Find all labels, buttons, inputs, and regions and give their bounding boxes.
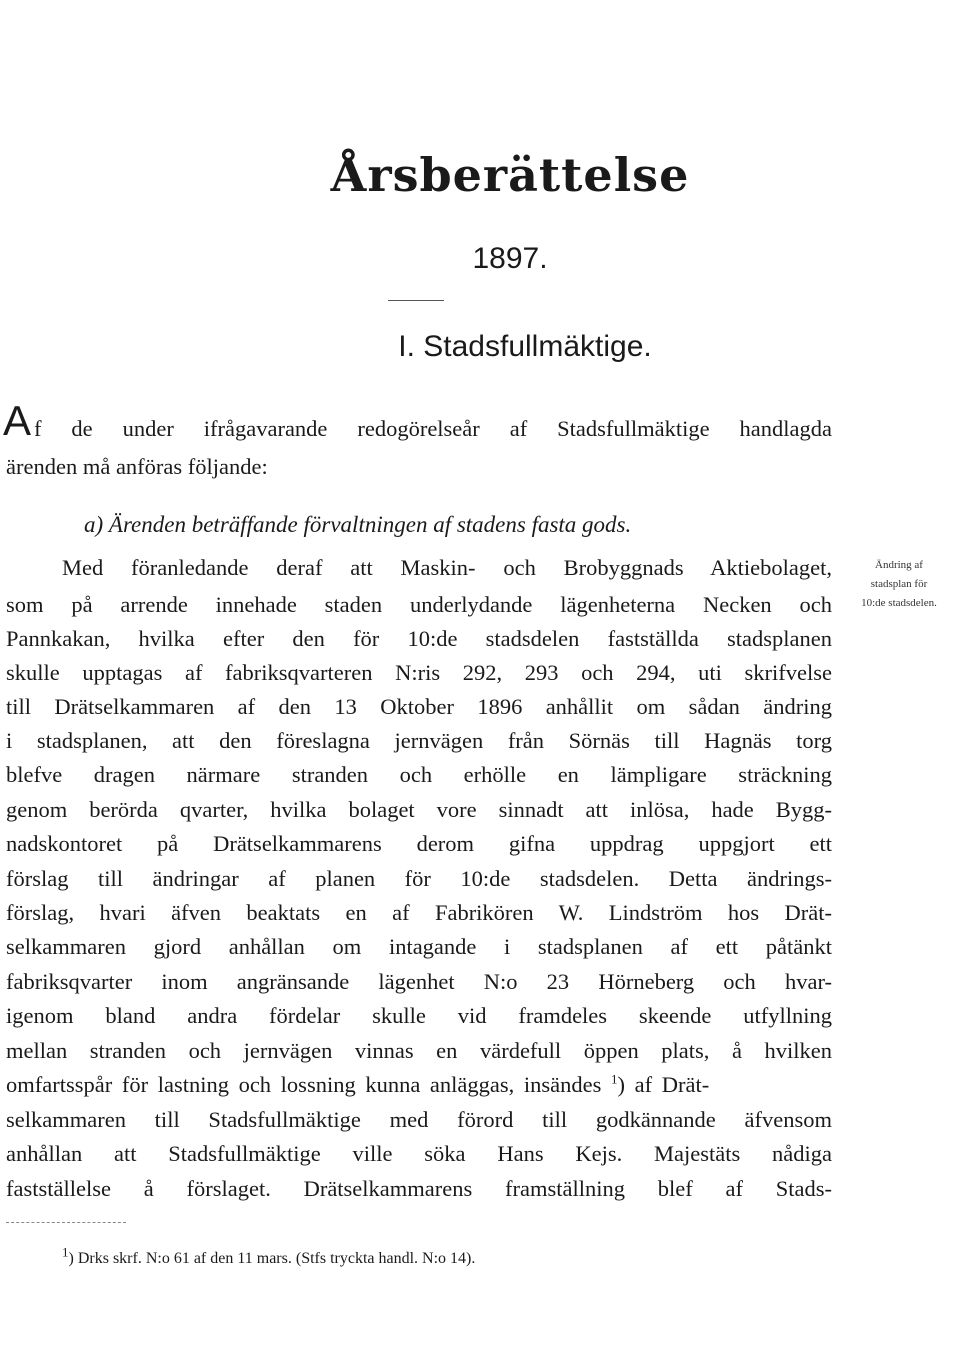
- footnote-text: ) Drks skrf. N:o 61 af den 11 mars. (Stfs tryckta handl. N:o 14).: [68, 1250, 476, 1267]
- section-heading: I. Stadsfullmäktige.: [398, 330, 652, 363]
- body-line: blefve dragen närmare stranden och erhölle en lämpligare sträckning: [6, 762, 832, 787]
- body-line-text: omfartsspår för lastning och lossning kunna anläggas, insändes: [6, 1072, 602, 1097]
- body-line: Med föranledande deraf att Maskin- och Brobyggnads Aktiebolaget,: [62, 555, 832, 580]
- report-year: 1897.: [472, 242, 548, 275]
- body-line: igenom bland andra fördelar skulle vid framdeles skeende utfyllning: [6, 1003, 832, 1028]
- body-line: nadskontoret på Drätselkammarens derom gifna uppdrag uppgjort ett: [6, 831, 832, 856]
- body-line: mellan stranden och jernvägen vinnas en värdefull öppen plats, å hvilken: [6, 1038, 832, 1063]
- body-line: till Drätselkammaren af den 13 Oktober 1896 anhållit om sådan ändring: [6, 694, 832, 719]
- body-line: anhållan att Stadsfullmäktige ville söka Hans Kejs. Majestäts nådiga: [6, 1141, 832, 1166]
- margin-note-line-1: Ändring af: [875, 559, 923, 571]
- footnote-ref: 1: [611, 1071, 618, 1087]
- body-line: Pannkakan, hvilka efter den för 10:de stadsdelen fastställda stadsplanen: [6, 626, 832, 651]
- body-line: selkammaren till Stadsfullmäktige med förord till godkännande äfvensom: [6, 1107, 832, 1132]
- margin-note-line-2: stadsplan för: [870, 578, 928, 590]
- footnote: [62, 1244, 476, 1268]
- body-line: skulle upptagas af fabriksqvarteren N:ris 292, 293 och 294, uti skrifvelse: [6, 660, 832, 685]
- footnote-divider: [6, 1222, 126, 1223]
- intro-line-1: f de under ifrågavarande redogörelseår af Stadsfullmäktige handlagda: [34, 416, 832, 441]
- subheading: a) Ärenden beträffande förvaltningen af stadens fasta gods.: [84, 512, 632, 537]
- body-line: som på arrende innehade staden underlydande lägenheterna Necken och: [6, 592, 832, 617]
- body-line: fabriksqvarter inom angränsande lägenhet N:o 23 Hörneberg och hvar-: [6, 969, 832, 994]
- body-line-suffix: ) af Drät-: [617, 1072, 710, 1097]
- body-line: [6, 1070, 836, 1100]
- title-divider: [388, 300, 444, 301]
- body-line: genom berörda qvarter, hvilka bolaget vore sinnadt att inlösa, hade Bygg-: [6, 797, 832, 822]
- body-line: i stadsplanen, att den föreslagna jernvägen från Sörnäs till Hagnäs torg: [6, 728, 832, 753]
- page-title: Årsberättelse: [330, 148, 690, 202]
- footnote-marker: 1: [62, 1244, 69, 1260]
- drop-cap: A: [3, 397, 32, 444]
- margin-note-line-3: 10:de stadsdelen.: [861, 597, 937, 609]
- body-line: förslag, hvari äfven beaktats en af Fabrikören W. Lindström hos Drät-: [6, 900, 832, 925]
- body-line: fastställelse å förslaget. Drätselkammarens framställning blef af Stads-: [6, 1176, 832, 1201]
- body-line: selkammaren gjord anhållan om intagande i stadsplanen af ett påtänkt: [6, 934, 832, 959]
- body-line: förslag till ändringar af planen för 10:de stadsdelen. Detta ändrings-: [6, 866, 832, 891]
- intro-line-2: ärenden må anföras följande:: [6, 454, 268, 479]
